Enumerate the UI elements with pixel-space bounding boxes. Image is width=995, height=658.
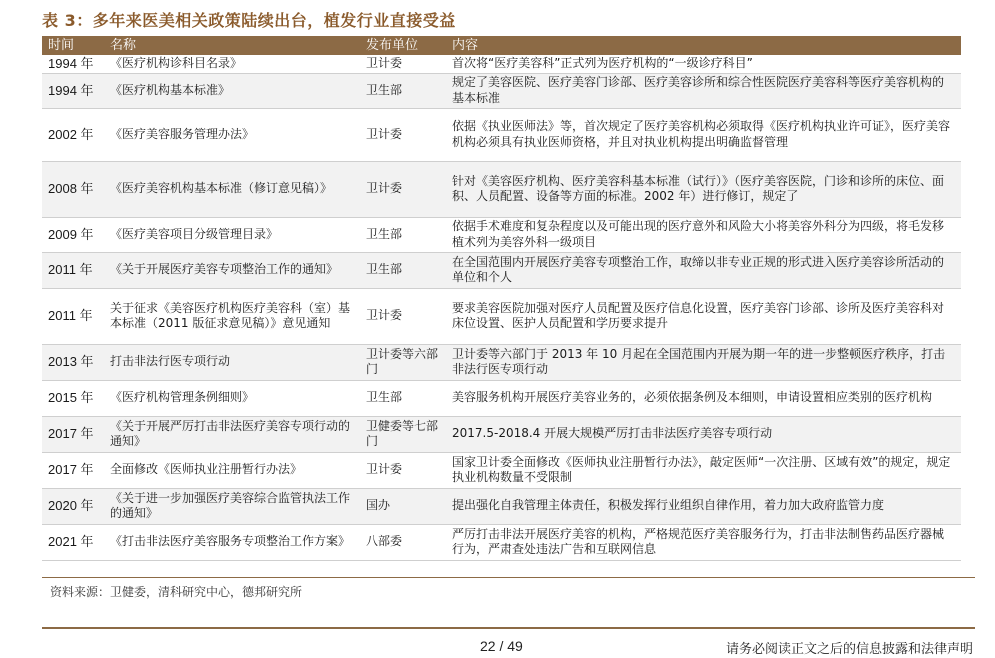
row-content: 依据手术难度和复杂程度以及可能出现的医疗意外和风险大小将美容外科分为四级，将毛发移植术列为美容外科一级项目 — [446, 217, 961, 252]
table-row — [42, 488, 961, 524]
row-name: 《医疗机构管理条例细则》 — [104, 380, 360, 416]
row-year: 2002 年 — [42, 108, 104, 161]
row-name: 《医疗美容服务管理办法》 — [104, 108, 360, 161]
row-unit: 卫计委 — [360, 55, 446, 73]
legal-disclaimer: 请务必阅读正文之后的信息披露和法律声明 — [725, 642, 973, 657]
row-name: 《打击非法医疗美容服务专项整治工作方案》 — [104, 524, 360, 560]
row-year: 2013 年 — [42, 344, 104, 380]
row-year: 2020 年 — [42, 488, 104, 524]
row-year: 2008 年 — [42, 161, 104, 217]
row-content: 在全国范围内开展医疗美容专项整治工作，取缔以非专业正规的形式进入医疗美容诊所活动的单位和个人 — [446, 252, 961, 288]
row-name: 《医疗机构诊科目名录》 — [104, 55, 360, 73]
table-title: 表 3：多年来医美相关政策陆续出台，植发行业直接受益 — [42, 11, 456, 30]
table-row — [42, 55, 961, 73]
row-unit: 八部委 — [360, 524, 446, 560]
table-row — [42, 161, 961, 217]
header-content: 内容 — [446, 36, 961, 55]
row-content: 美容服务机构开展医疗美容业务的，必须依据条例及本细则，申请设置相应类别的医疗机构 — [446, 380, 961, 416]
row-year: 1994 年 — [42, 55, 104, 73]
footer-rule — [42, 627, 975, 629]
row-name: 《关于开展医疗美容专项整治工作的通知》 — [104, 252, 360, 288]
table-row — [42, 380, 961, 416]
table-bottom-rule — [42, 577, 975, 578]
row-name: 《医疗机构基本标准》 — [104, 73, 360, 108]
row-unit: 国办 — [360, 488, 446, 524]
row-unit: 卫计委等六部门 — [360, 344, 446, 380]
table-row — [42, 524, 961, 560]
row-unit: 卫生部 — [360, 252, 446, 288]
policy-table — [42, 36, 961, 561]
row-unit: 卫健委等七部门 — [360, 416, 446, 452]
header-year: 时间 — [42, 36, 104, 55]
row-year: 1994 年 — [42, 73, 104, 108]
page-number: 22 / 49 — [480, 638, 523, 654]
row-content: 2017.5-2018.4 开展大规模严厉打击非法医疗美容专项行动 — [446, 416, 961, 452]
table-row — [42, 344, 961, 380]
row-year: 2009 年 — [42, 217, 104, 252]
row-unit: 卫计委 — [360, 452, 446, 488]
table-row — [42, 452, 961, 488]
row-content: 提出强化自我管理主体责任，积极发挥行业组织自律作用，着力加大政府监管力度 — [446, 488, 961, 524]
table-row — [42, 252, 961, 288]
row-unit: 卫计委 — [360, 108, 446, 161]
row-name: 关于征求《美容医疗机构医疗美容科（室）基本标准（2011 版征求意见稿）》意见通知 — [104, 288, 360, 344]
table-row — [42, 288, 961, 344]
row-name: 全面修改《医师执业注册暂行办法》 — [104, 452, 360, 488]
row-content: 严厉打击非法开展医疗美容的机构，严格规范医疗美容服务行为，打击非法制售药品医疗器械行为，严肃查处违法广告和互联网信息 — [446, 524, 961, 560]
table-row — [42, 73, 961, 108]
row-year: 2011 年 — [42, 252, 104, 288]
row-content: 针对《美容医疗机构、医疗美容科基本标准（试行）》（医疗美容医院，门诊和诊所的床位、面积、人员配置、设备等方面的标准。2002 年）进行修订，规定了 — [446, 161, 961, 217]
row-year: 2021 年 — [42, 524, 104, 560]
row-content: 卫计委等六部门于 2013 年 10 月起在全国范围内开展为期一年的进一步整顿医疗秩序，打击非法行医专项行动 — [446, 344, 961, 380]
row-content: 国家卫计委全面修改《医师执业注册暂行办法》，敲定医师“一次注册、区域有效”的规定，规定执业机构数量不受限制 — [446, 452, 961, 488]
row-year: 2015 年 — [42, 380, 104, 416]
header-unit: 发布单位 — [360, 36, 446, 55]
row-unit: 卫生部 — [360, 73, 446, 108]
row-name: 《医疗美容机构基本标准（修订意见稿）》 — [104, 161, 360, 217]
row-name: 打击非法行医专项行动 — [104, 344, 360, 380]
row-content: 规定了美容医院、医疗美容门诊部、医疗美容诊所和综合性医院医疗美容科等医疗美容机构的基本标准 — [446, 73, 961, 108]
row-name: 《关于开展严厉打击非法医疗美容专项行动的通知》 — [104, 416, 360, 452]
row-unit: 卫生部 — [360, 380, 446, 416]
table-header-row — [42, 36, 961, 55]
source-note: 资料来源：卫健委，清科研究中心，德邦研究所 — [50, 585, 303, 599]
row-unit: 卫计委 — [360, 288, 446, 344]
table-row — [42, 416, 961, 452]
row-content: 要求美容医院加强对医疗人员配置及医疗信息化设置，医疗美容门诊部、诊所及医疗美容科对床位设置、医护人员配置和学历要求提升 — [446, 288, 961, 344]
row-content: 首次将“医疗美容科”正式列为医疗机构的“一级诊疗科目” — [446, 55, 961, 73]
header-name: 名称 — [104, 36, 360, 55]
row-name: 《关于进一步加强医疗美容综合监管执法工作的通知》 — [104, 488, 360, 524]
row-name: 《医疗美容项目分级管理目录》 — [104, 217, 360, 252]
row-year: 2011 年 — [42, 288, 104, 344]
table-row — [42, 108, 961, 161]
row-content: 依据《执业医师法》等，首次规定了医疗美容机构必须取得《医疗机构执业许可证》，医疗美容机构必须具有执业医师资格，并且对执业机构提出明确监督管理 — [446, 108, 961, 161]
row-unit: 卫计委 — [360, 161, 446, 217]
row-year: 2017 年 — [42, 452, 104, 488]
table-row — [42, 217, 961, 252]
row-unit: 卫生部 — [360, 217, 446, 252]
row-year: 2017 年 — [42, 416, 104, 452]
